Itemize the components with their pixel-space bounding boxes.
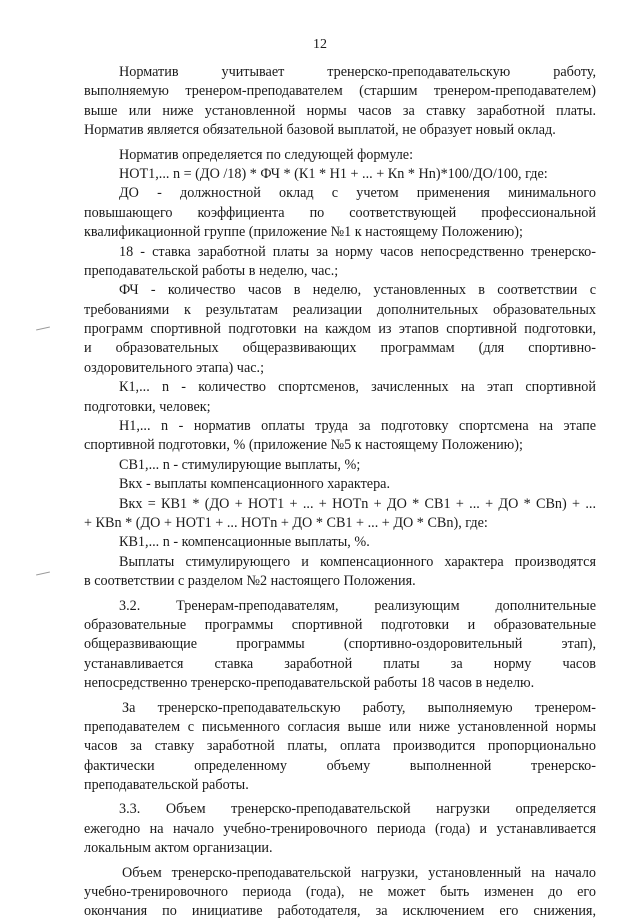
text-line: выше или ниже установленной нормы часов за ставку заработной платы. [84, 102, 596, 119]
text-line: КВ1,... n - компенсационные выплаты, %. [119, 534, 370, 551]
text-line: НОТ1,... n = (ДО /18) * ФЧ * (К1 * Н1 + ... + Кn * Нn)*100/ДО/100, где: [119, 165, 548, 182]
text-line: подготовки, человек; [84, 398, 211, 415]
text-line: оздоровительного этапа) час.; [84, 359, 265, 376]
text-line: повышающего коэффициента по соответствующей профессиональной [84, 204, 596, 221]
text-line: ежегодно на начало учебно-тренировочного периода (года) и устанавливается [84, 820, 596, 837]
text-line: преподавательской работы в неделю, час.; [84, 262, 339, 279]
text-line: Норматив учитывает тренерско-преподавательскую работу, [119, 64, 596, 80]
text-line: 3.3. Объем тренерско-преподавательской нагрузки определяется [119, 801, 596, 818]
text-line: СВ1,... n - стимулирующие выплаты, %; [119, 456, 361, 473]
text-line: и образовательных общеразвивающих программам (для спортивно- [84, 340, 596, 357]
text-line: Объем тренерско-преподавательской нагрузки, установленный на начало [122, 864, 596, 881]
text-line: преподавателем с письменного согласия выше или ниже установленной нормы [84, 718, 596, 735]
text-line: выполняемую тренером-преподавателем (старшим тренером-преподавателем) [84, 83, 596, 100]
text-line: Выплаты стимулирующего и компенсационного характера производятся [119, 553, 596, 570]
text-line: устанавливается ставка заработной платы за норму часов [84, 655, 596, 672]
text-line: требованиями к результатам реализации дополнительных образовательных [84, 301, 596, 318]
text-line: ДО - должностной оклад с учетом применения минимального [119, 185, 596, 202]
text-line: За тренерско-преподавательскую работу, выполняемую тренером- [122, 699, 596, 716]
text-line: локальным актом организации. [84, 840, 273, 857]
text-line: учебно-тренировочного периода (года), не может быть изменен до его [84, 884, 596, 901]
text-line: Н1,... n - норматив оплаты труда за подготовку спортсмена на этапе [119, 418, 596, 435]
document-body [84, 63, 596, 922]
text-line: Вкх = КВ1 * (ДО + НОТ1 + ... + НОТn + ДО * СВ1 + ... + ДО * СВn) + ... [119, 495, 596, 512]
text-line: образовательные программы спортивной подготовки и образовательные [84, 616, 596, 633]
text-line: ФЧ - количество часов в неделю, установленных в соответствии с [119, 282, 596, 299]
text-line: непосредственно тренерско-преподавательской работы 18 часов в неделю. [84, 675, 535, 692]
text-line: спортивной подготовки, % (приложение №5 к настоящему Положению); [84, 437, 523, 454]
text-line: К1,... n - количество спортсменов, зачисленных на этап спортивной [119, 379, 596, 396]
text-line: + КВn * (ДО + НОТ1 + ... НОТn + ДО * СВ1 + ... + ДО * СВn), где: [84, 514, 488, 531]
text-line: Норматив определяется по следующей формуле: [119, 146, 414, 163]
text-line: Вкх - выплаты компенсационного характера. [119, 476, 391, 493]
margin-mark [36, 327, 50, 331]
text-line: общеразвивающие программы (спортивно-оздоровительный этап), [84, 636, 596, 653]
text-line: преподавательской работы. [84, 777, 249, 794]
text-line: программ спортивной подготовки на каждом из этапов спортивной подготовки, [84, 321, 596, 338]
text-line: окончания по инициативе работодателя, за исключением его снижения, [84, 903, 596, 920]
text-line: в соответствии с разделом №2 настоящего Положения. [84, 573, 416, 590]
text-line: Норматив является обязательной базовой выплатой, не образует новый оклад. [84, 122, 556, 139]
text-line: фактически определенному объему выполненной тренерско- [84, 757, 596, 774]
margin-mark [36, 572, 50, 576]
text-line: часов за ставку заработной платы, оплата производится пропорционально [84, 738, 596, 755]
text-line: 18 - ставка заработной платы за норму часов непосредственно тренерско- [119, 243, 596, 260]
page-number: 12 [313, 37, 327, 52]
text-line: 3.2. Тренерам-преподавателям, реализующим дополнительные [119, 597, 596, 614]
text-line: квалификационной группе (приложение №1 к настоящему Положению); [84, 224, 523, 241]
